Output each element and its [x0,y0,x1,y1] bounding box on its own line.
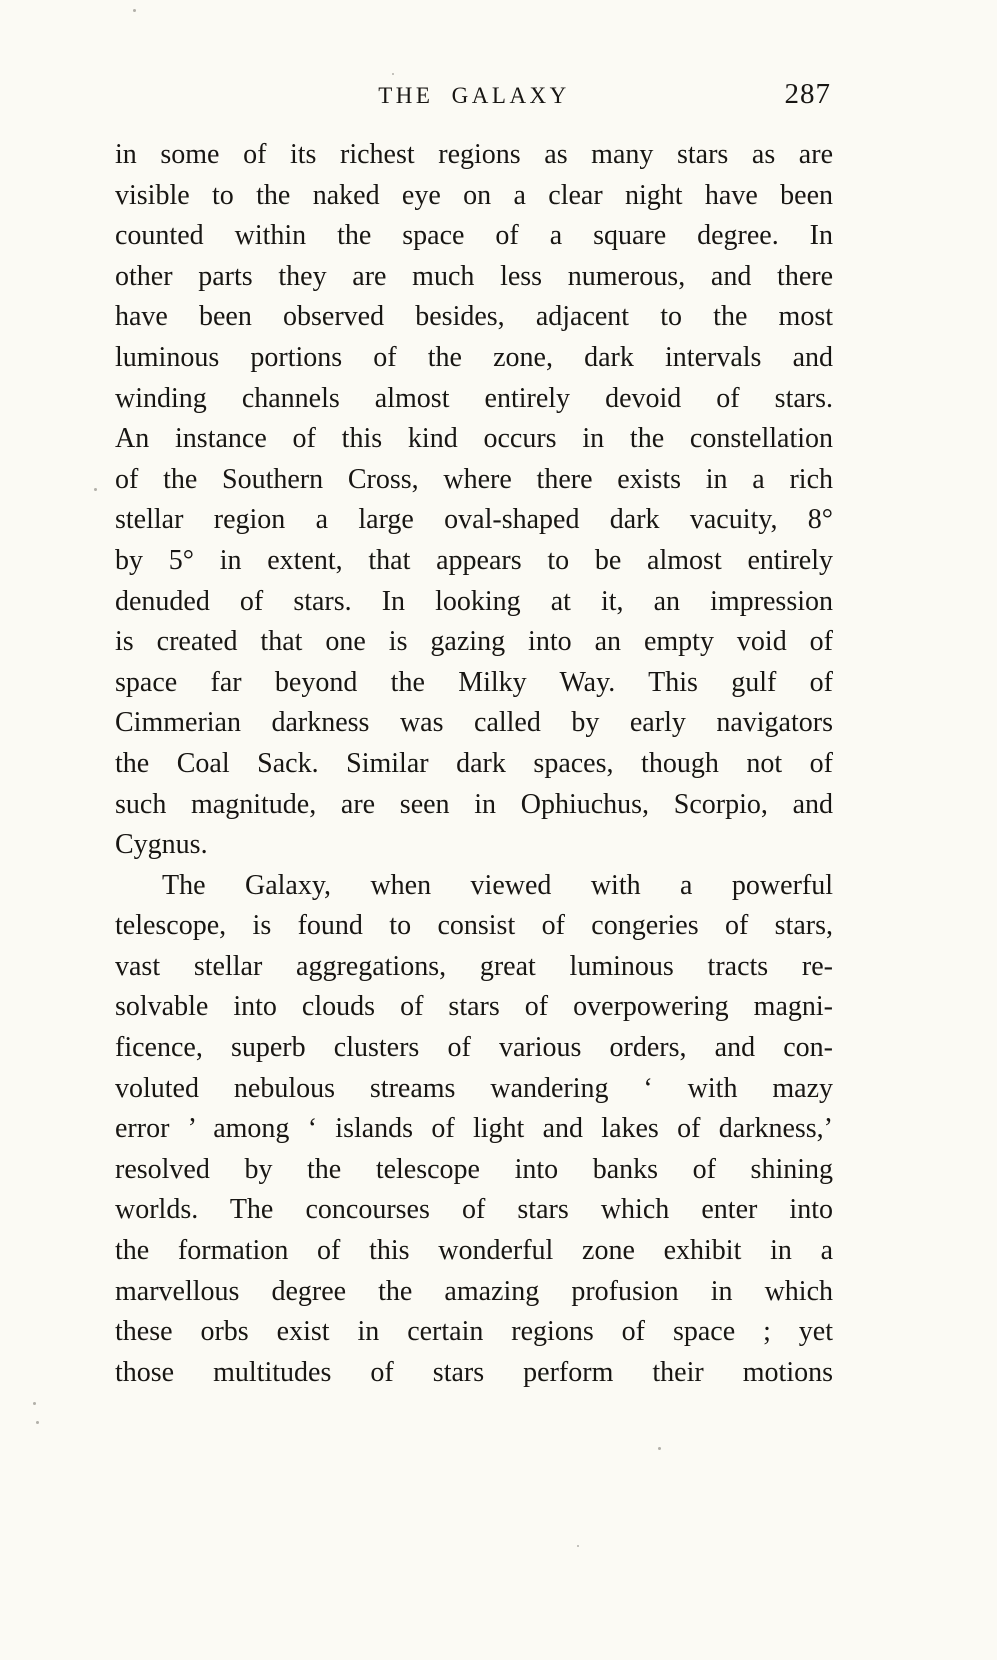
text-line: have been observed besides, adjacent to the most [115,301,833,333]
text-line: denuded of stars. In looking at it, an impression [115,585,833,617]
text-line: Cygnus. [115,829,208,861]
text-line: Cimmerian darkness was called by early navigators [115,707,833,739]
text-line: other parts they are much less numerous, and there [115,260,833,292]
text-line: winding channels almost entirely devoid of stars. [115,382,833,414]
text-line: these orbs exist in certain regions of space ; yet [115,1316,833,1348]
text-line: counted within the space of a square degree. In [115,220,833,252]
text-line: is created that one is gazing into an empty void of [115,626,833,658]
scan-speck [33,1402,36,1405]
text-line: ficence, superb clusters of various orders, and con- [115,1032,833,1064]
text-line: of the Southern Cross, where there exists in a rich [115,463,833,495]
text-line: the formation of this wonderful zone exhibit in a [115,1235,833,1267]
text-line: solvable into clouds of stars of overpowering magni- [115,991,833,1023]
scan-speck [94,488,97,491]
scan-speck [133,9,136,12]
text-line: the Coal Sack. Similar dark spaces, though not of [115,747,833,779]
scan-speck [658,1447,661,1450]
scan-speck [577,1545,579,1547]
page-header [115,80,833,116]
text-line: vast stellar aggregations, great luminous tracts re- [115,950,833,982]
scan-speck [36,1421,39,1424]
page-body [115,135,833,1393]
text-line: space far beyond the Milky Way. This gulf of [115,666,833,698]
text-line: The Galaxy, when viewed with a powerful [162,869,833,901]
text-line: such magnitude, are seen in Ophiuchus, Scorpio, and [115,788,833,820]
text-line: visible to the naked eye on a clear night have been [115,179,833,211]
running-title: THE GALAXY [378,83,570,108]
paragraph [115,866,833,1394]
text-line: voluted nebulous streams wandering ‘ with mazy [115,1072,833,1104]
text-line: by 5° in extent, that appears to be almost entirely [115,544,833,576]
text-line: error ’ among ‘ islands of light and lakes of darkness,’ [115,1113,833,1145]
text-line: luminous portions of the zone, dark intervals and [115,341,833,373]
text-line: those multitudes of stars perform their motions [115,1356,833,1388]
text-line: worlds. The concourses of stars which enter into [115,1194,833,1226]
text-line: telescope, is found to consist of congeries of stars, [115,910,833,942]
text-line: resolved by the telescope into banks of shining [115,1153,833,1185]
text-line: in some of its richest regions as many stars as are [115,139,833,170]
text-line: stellar region a large oval-shaped dark vacuity, 8° [115,504,833,536]
text-line: An instance of this kind occurs in the constellation [115,423,833,455]
text-line: marvellous degree the amazing profusion in which [115,1275,833,1307]
paragraph [115,135,833,866]
scan-speck [392,73,394,75]
page-number: 287 [784,78,831,110]
